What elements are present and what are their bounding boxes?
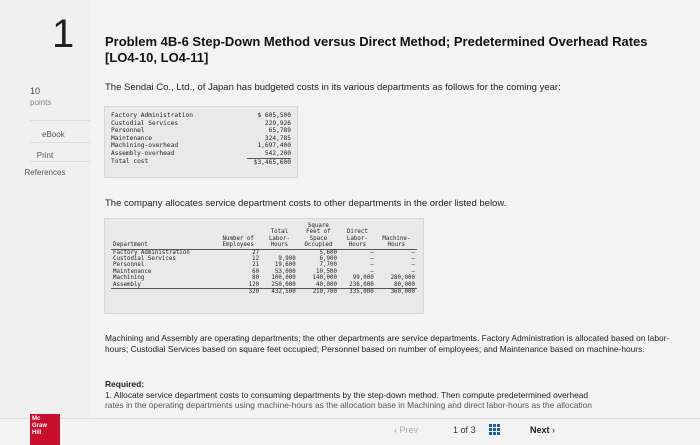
next-label: Next xyxy=(530,425,550,435)
page-current: 1 xyxy=(453,425,459,435)
alloc-cell: 60 xyxy=(252,268,260,275)
budget-total-label: Total cost xyxy=(111,157,149,165)
alloc-header-cell: Total xyxy=(270,229,289,236)
alloc-cell: 120 xyxy=(248,281,260,288)
alloc-total-row xyxy=(111,289,417,296)
budget-row-value: $ 605,500 xyxy=(257,112,291,119)
logo-line-1: Mc xyxy=(32,416,41,422)
budget-row-label: Custodial Services xyxy=(111,119,179,127)
left-rail xyxy=(0,0,90,445)
alloc-cell: Factory Administration xyxy=(113,249,190,256)
alloc-cell: 40,000 xyxy=(316,281,337,288)
budget-row xyxy=(111,127,291,135)
references-link[interactable]: References xyxy=(24,167,66,177)
alloc-cell: 80,000 xyxy=(394,281,415,288)
budget-total-value: $3,465,600 xyxy=(247,158,291,167)
alloc-cell: 100,000 xyxy=(271,275,296,282)
budget-row xyxy=(111,150,291,158)
budget-row-label: Personnel xyxy=(111,127,145,135)
alloc-cell: — xyxy=(411,256,415,263)
budget-row-value: 229,926 xyxy=(264,119,291,127)
logo-line-2: Graw xyxy=(32,423,48,429)
budget-total-row xyxy=(111,158,291,167)
budget-row-label: Assembly-overhead xyxy=(111,149,175,157)
page-total: 3 xyxy=(470,425,476,435)
alloc-header-cell: Department xyxy=(111,242,215,249)
budget-row xyxy=(111,135,291,143)
alloc-cell: Custodial Services xyxy=(113,256,176,263)
problem-intro: The Sendai Co., Ltd., of Japan has budgeted costs in its various departments as follows for the coming year: xyxy=(105,82,561,93)
budget-row xyxy=(111,142,291,150)
alloc-total-cell: 432,500 xyxy=(261,289,298,296)
alloc-cell: 7,700 xyxy=(319,262,337,269)
alloc-cell: 5,600 xyxy=(319,249,337,256)
mcgraw-hill-logo xyxy=(30,414,60,445)
page-indicator xyxy=(453,425,476,435)
alloc-cell: 53,000 xyxy=(274,268,296,275)
alloc-cell: — xyxy=(411,262,415,269)
alloc-cell: — xyxy=(370,256,374,263)
alloc-header-cell: Feet of xyxy=(306,229,331,236)
budget-row-value: 1,697,400 xyxy=(257,142,291,150)
alloc-cell: Maintenance xyxy=(113,268,152,275)
alloc-cell: 250,000 xyxy=(271,281,296,288)
required-section xyxy=(105,379,675,411)
alloc-row xyxy=(111,282,417,289)
alloc-cell: — xyxy=(370,268,374,275)
alloc-cell: 280,000 xyxy=(390,275,415,282)
prev-label: Prev xyxy=(399,425,419,435)
points-label: points xyxy=(30,98,52,107)
alloc-cell: — xyxy=(411,249,415,256)
print-link[interactable]: Print xyxy=(36,150,54,160)
alloc-header-cell: Labor- xyxy=(268,235,290,242)
alloc-cell: 12 xyxy=(252,256,260,263)
required-label: Required: xyxy=(105,379,145,389)
bottom-bar xyxy=(0,418,700,445)
alloc-total-cell: 335,000 xyxy=(339,289,376,296)
budget-row-label: Machining-overhead xyxy=(111,142,179,150)
budget-row-value: 65,789 xyxy=(268,127,291,135)
alloc-cell: — xyxy=(370,249,374,256)
alloc-header-cell: Machine- xyxy=(382,235,411,242)
alloc-header-cell: Hours xyxy=(376,242,417,249)
budget-row-value: 324,785 xyxy=(264,134,291,142)
alloc-header-cell: Occupied xyxy=(298,242,339,249)
question-content xyxy=(90,0,700,445)
alloc-header-cell: Employees xyxy=(215,242,261,249)
chevron-right-icon: › xyxy=(552,425,556,435)
alloc-header-cell: Hours xyxy=(339,242,376,249)
alloc-total-cell: 360,000 xyxy=(376,289,417,296)
alloc-total-cell xyxy=(111,289,215,296)
alloc-cell xyxy=(261,249,298,256)
alloc-row xyxy=(111,249,417,256)
alloc-cell: 236,000 xyxy=(349,281,374,288)
alloc-header-cell: Square xyxy=(307,223,329,229)
ebook-link[interactable]: eBook xyxy=(42,129,65,139)
alloc-header-cell: Number of xyxy=(222,235,254,242)
divider xyxy=(30,120,90,121)
page-of: of xyxy=(460,425,469,435)
alloc-total-cell: 320 xyxy=(215,289,261,296)
problem-title: Problem 4B-6 Step-Down Method versus Direct Method; Predetermined Overhead Rates [LO4-10, LO4-11] xyxy=(105,34,648,65)
points-display xyxy=(30,86,51,108)
alloc-cell: 99,000 xyxy=(352,275,374,282)
points-value: 10 xyxy=(30,86,41,96)
alloc-cell: 19,600 xyxy=(274,262,296,269)
budget-row xyxy=(111,120,291,128)
logo-line-3: Hill xyxy=(32,430,42,436)
grid-icon[interactable] xyxy=(489,424,500,435)
alloc-cell: 80 xyxy=(252,275,260,282)
required-item-1: 1. Allocate service department costs to consuming departments by the step-down method. Then compute predetermined overhead xyxy=(105,389,589,400)
budget-row xyxy=(111,112,291,120)
alloc-total-cell: 210,700 xyxy=(298,289,339,296)
operating-text: Machining and Assembly are operating departments; the other departments are service departments. Factory Administration is allocated based on labor-hours; Custodial Services based on square feet occupied; Personnel based on number of employees; and Maintenance based on machine-hours. xyxy=(105,333,670,354)
question-number: 1 xyxy=(52,12,75,56)
divider xyxy=(30,142,90,143)
required-item-1-continued: rates in the operating departments using machine-hours as the allocation base in Machining and direct labor-hours as the allocation xyxy=(105,400,592,410)
budget-row-value: 542,200 xyxy=(264,149,291,157)
alloc-header-cell: Labor- xyxy=(346,235,368,242)
alloc-cell: Machining xyxy=(113,275,145,282)
next-button[interactable] xyxy=(530,425,555,435)
prev-button[interactable] xyxy=(394,425,418,435)
budget-row-label: Maintenance xyxy=(111,134,152,142)
alloc-cell: 9,900 xyxy=(278,256,296,263)
budget-row-label: Factory Administration xyxy=(111,112,193,119)
alloc-cell: Assembly xyxy=(113,281,141,288)
alloc-cell: Personnel xyxy=(113,262,145,269)
allocation-table xyxy=(104,218,424,314)
alloc-cell: 10,500 xyxy=(316,268,337,275)
alloc-cell: — xyxy=(370,262,374,269)
alloc-cell: 6,900 xyxy=(319,256,337,263)
alloc-cell: — xyxy=(411,268,415,275)
alloc-cell: 140,000 xyxy=(312,275,337,282)
budget-table xyxy=(104,106,298,178)
alloc-cell: 27 xyxy=(252,249,260,256)
alloc-cell: 21 xyxy=(252,262,260,269)
alloc-header-cell: Space xyxy=(309,235,328,242)
alloc-header-cell: Hours xyxy=(261,242,298,249)
chevron-left-icon: ‹ xyxy=(394,425,397,435)
alloc-intro: The company allocates service department costs to other departments in the order listed below. xyxy=(105,198,507,209)
alloc-header-cell: Direct xyxy=(346,229,368,236)
